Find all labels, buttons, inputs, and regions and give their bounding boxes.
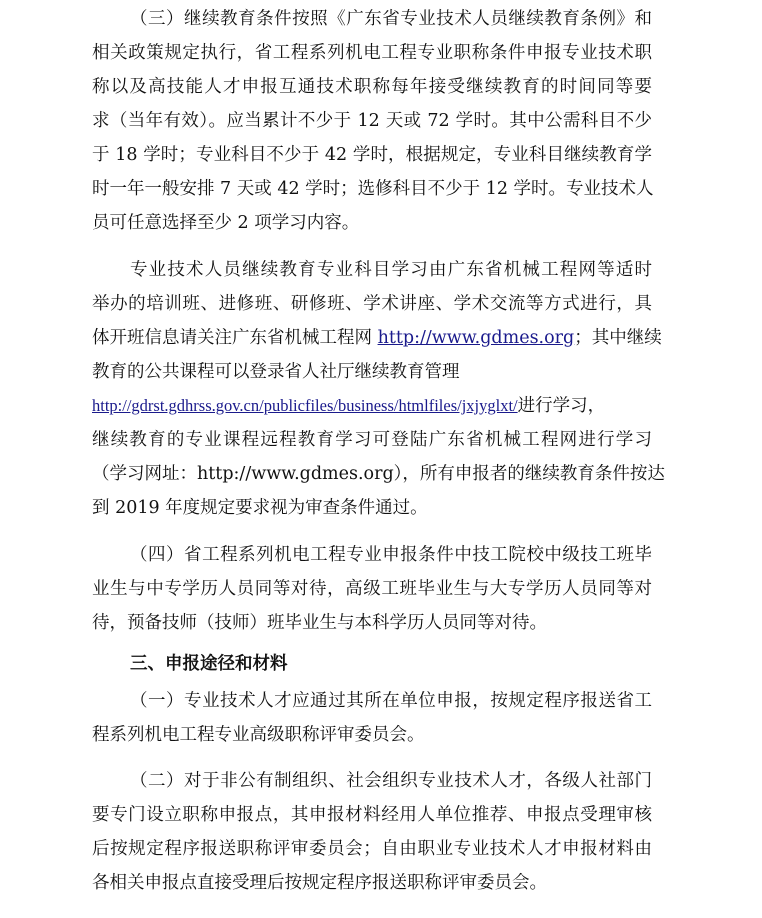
paragraph-3-line-5: 于 18 学时；专业科目不少于 42 学时，根据规定，专业科目继续教育学: [92, 145, 652, 165]
paragraph-3-line-3: 称以及高技能人才申报互通技术职称每年接受继续教育的时间同等要: [92, 77, 652, 97]
section-3-paragraph-1-line-2: 程系列机电工程专业高级职称评审委员会。: [92, 725, 425, 745]
paragraph-3-line-4: 求（当年有效）。应当累计不少于 12 天或 72 学时。其中公需科目不少: [92, 111, 652, 131]
paragraph-cont-line-6: 继续教育的专业课程远程教育学习可登陆广东省机械工程网进行学习: [92, 430, 652, 450]
paragraph-cont-line-3: [92, 321, 662, 355]
gdrst-link[interactable]: http://gdrst.gdhrss.gov.cn/publicfiles/business/htmlfiles/jxjyglxt/: [92, 396, 518, 415]
paragraph-cont-line-5-tail: 进行学习，: [517, 396, 606, 416]
section-3-paragraph-2-line-4: 各相关申报点直接受理后按规定程序报送职称评审委员会。: [92, 873, 547, 893]
paragraph-3-line-2: 相关政策规定执行，省工程系列机电工程专业职称条件申报专业技术职: [92, 43, 652, 63]
paragraph-cont-line-3-tail: ；其中继续: [574, 328, 662, 348]
paragraph-cont-line-5: [92, 389, 652, 423]
paragraph-cont-line-1: 专业技术人员继续教育专业科目学习由广东省机械工程网等适时: [130, 260, 652, 280]
section-3-paragraph-2-line-1: （二）对于非公有制组织、社会组织专业技术人才，各级人社部门: [130, 771, 652, 791]
section-3-paragraph-1-line-1: （一）专业技术人才应通过其所在单位申报，按规定程序报送省工: [130, 691, 652, 711]
paragraph-cont-line-8: 到 2019 年度规定要求视为审查条件通过。: [92, 498, 428, 518]
section-3-paragraph-2-line-2: 要专门设立职称申报点，其申报材料经用人单位推荐、申报点受理审核: [92, 805, 652, 825]
paragraph-3-line-6: 时一年一般安排 7 天或 42 学时；选修科目不少于 12 学时。专业技术人: [92, 179, 654, 199]
section-3-heading: 三、申报途径和材料: [130, 654, 288, 674]
paragraph-3-line-7: 员可任意选择至少 2 项学习内容。: [92, 213, 360, 233]
paragraph-cont-line-4: 教育的公共课程可以登录省人社厅继续教育管理: [92, 362, 460, 382]
paragraph-4-line-2: 业生与中专学历人员同等对待，高级工班毕业生与大专学历人员同等对: [92, 579, 652, 599]
paragraph-cont-line-2: 举办的培训班、进修班、研修班、学术讲座、学术交流等方式进行，具: [92, 294, 652, 314]
paragraph-4-line-1: （四）省工程系列机电工程专业申报条件中技工院校中级技工班毕: [130, 545, 652, 565]
paragraph-3-line-1: （三）继续教育条件按照《广东省专业技术人员继续教育条例》和: [130, 9, 652, 29]
section-3-paragraph-2-line-3: 后按规定程序报送职称评审委员会；自由职业专业技术人才申报材料由: [92, 839, 652, 859]
paragraph-cont-line-3-text: 体开班信息请关注广东省机械工程网: [92, 328, 378, 348]
gdmes-link[interactable]: http://www.gdmes.org: [377, 328, 575, 348]
paragraph-4-line-3: 待，预备技师（技师）班毕业生与本科学历人员同等对待。: [92, 613, 547, 633]
paragraph-cont-line-7: （学习网址：http://www.gdmes.org），所有申报者的继续教育条件按达: [92, 464, 665, 484]
